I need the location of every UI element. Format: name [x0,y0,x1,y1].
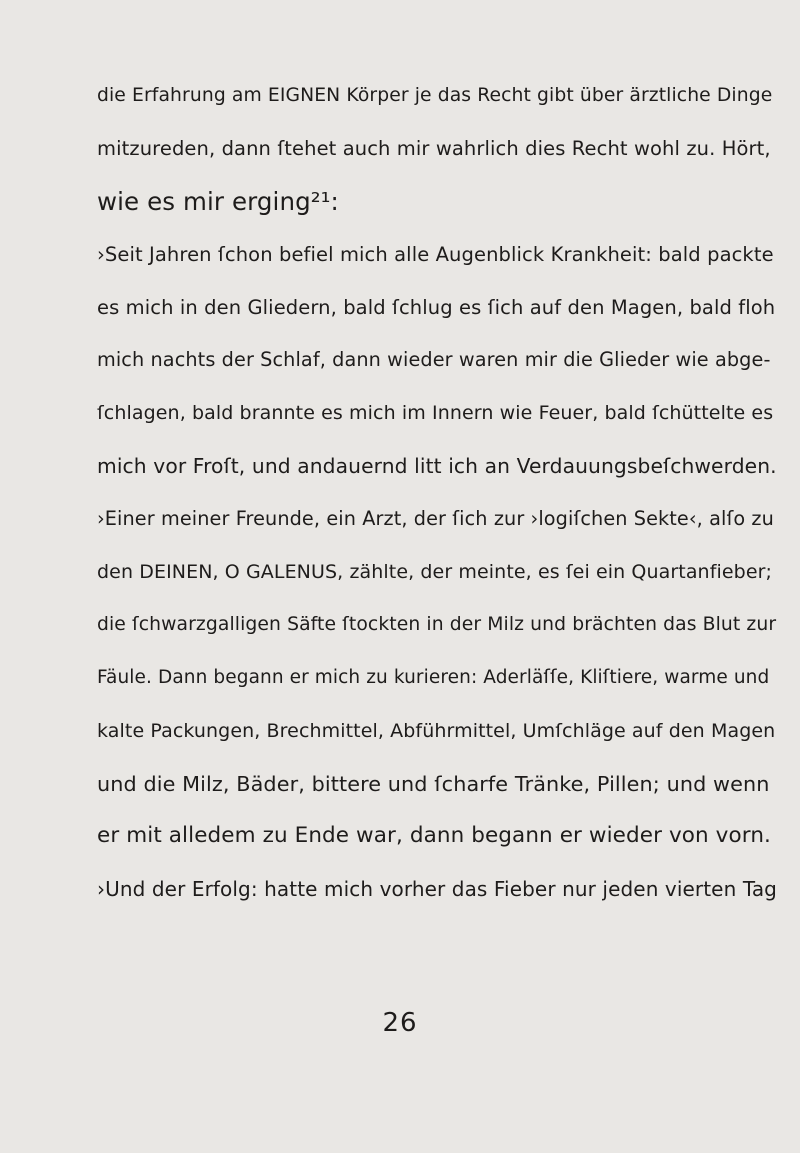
text-line-11: die ſchwarzgalligen Säfte ſtockten in der Milz und brächten das Blut zur [97,613,777,635]
text-line-5: es mich in den Gliedern, bald ſchlug es ſich auf den Magen, bald floh [97,295,776,319]
text-line-6: mich nachts der Schlaf, dann wieder waren mir die Glieder wie abge- [97,348,771,372]
text-line-7: ſchlagen, bald brannte es mich im Innern wie Feuer, bald ſchüttelte es [97,402,774,425]
text-line-2: mitzureden, dann ſtehet auch mir wahrlich dies Recht wohl zu. Hört, [97,136,771,160]
text-line-15: er mit alledem zu Ende war, dann begann er wieder von vorn. [97,823,771,849]
text-line-16: ›Und der Erfolg: hatte mich vorher das Fieber nur jeden vierten Tag [97,877,777,902]
text-line-3: wie es mir erging²¹: [97,186,339,216]
text-line-1: die Erfahrung am EIGNEN Körper je das Recht gibt über ärztliche Dinge [97,85,773,106]
text-line-12: Fäule. Dann begann er mich zu kurieren: Aderläſſe, Kliſtiere, warme und [97,666,770,688]
text-line-10: den DEINEN, O GALENUS, zählte, der meinte, es ſei ein Quartanfieber; [97,561,773,584]
text-line-14: und die Milz, Bäder, bittere und ſcharfe Tränke, Pillen; und wenn [97,771,770,796]
text-line-8: mich vor Froſt, und andauernd litt ich an Verdauungsbeſchwerden. [97,454,777,479]
text-line-4: ›Seit Jahren ſchon befiel mich alle Augenblick Krankheit: bald packte [97,242,774,266]
body-text [97,70,777,916]
text-line-13: kalte Packungen, Brechmittel, Abführmittel, Umſchläge auf den Magen [97,719,776,742]
page-number: 26 [382,1008,418,1038]
text-line-9: ›Einer meiner Freunde, ein Arzt, der ſich zur ›logiſchen Sekte‹, alſo zu [97,507,774,531]
